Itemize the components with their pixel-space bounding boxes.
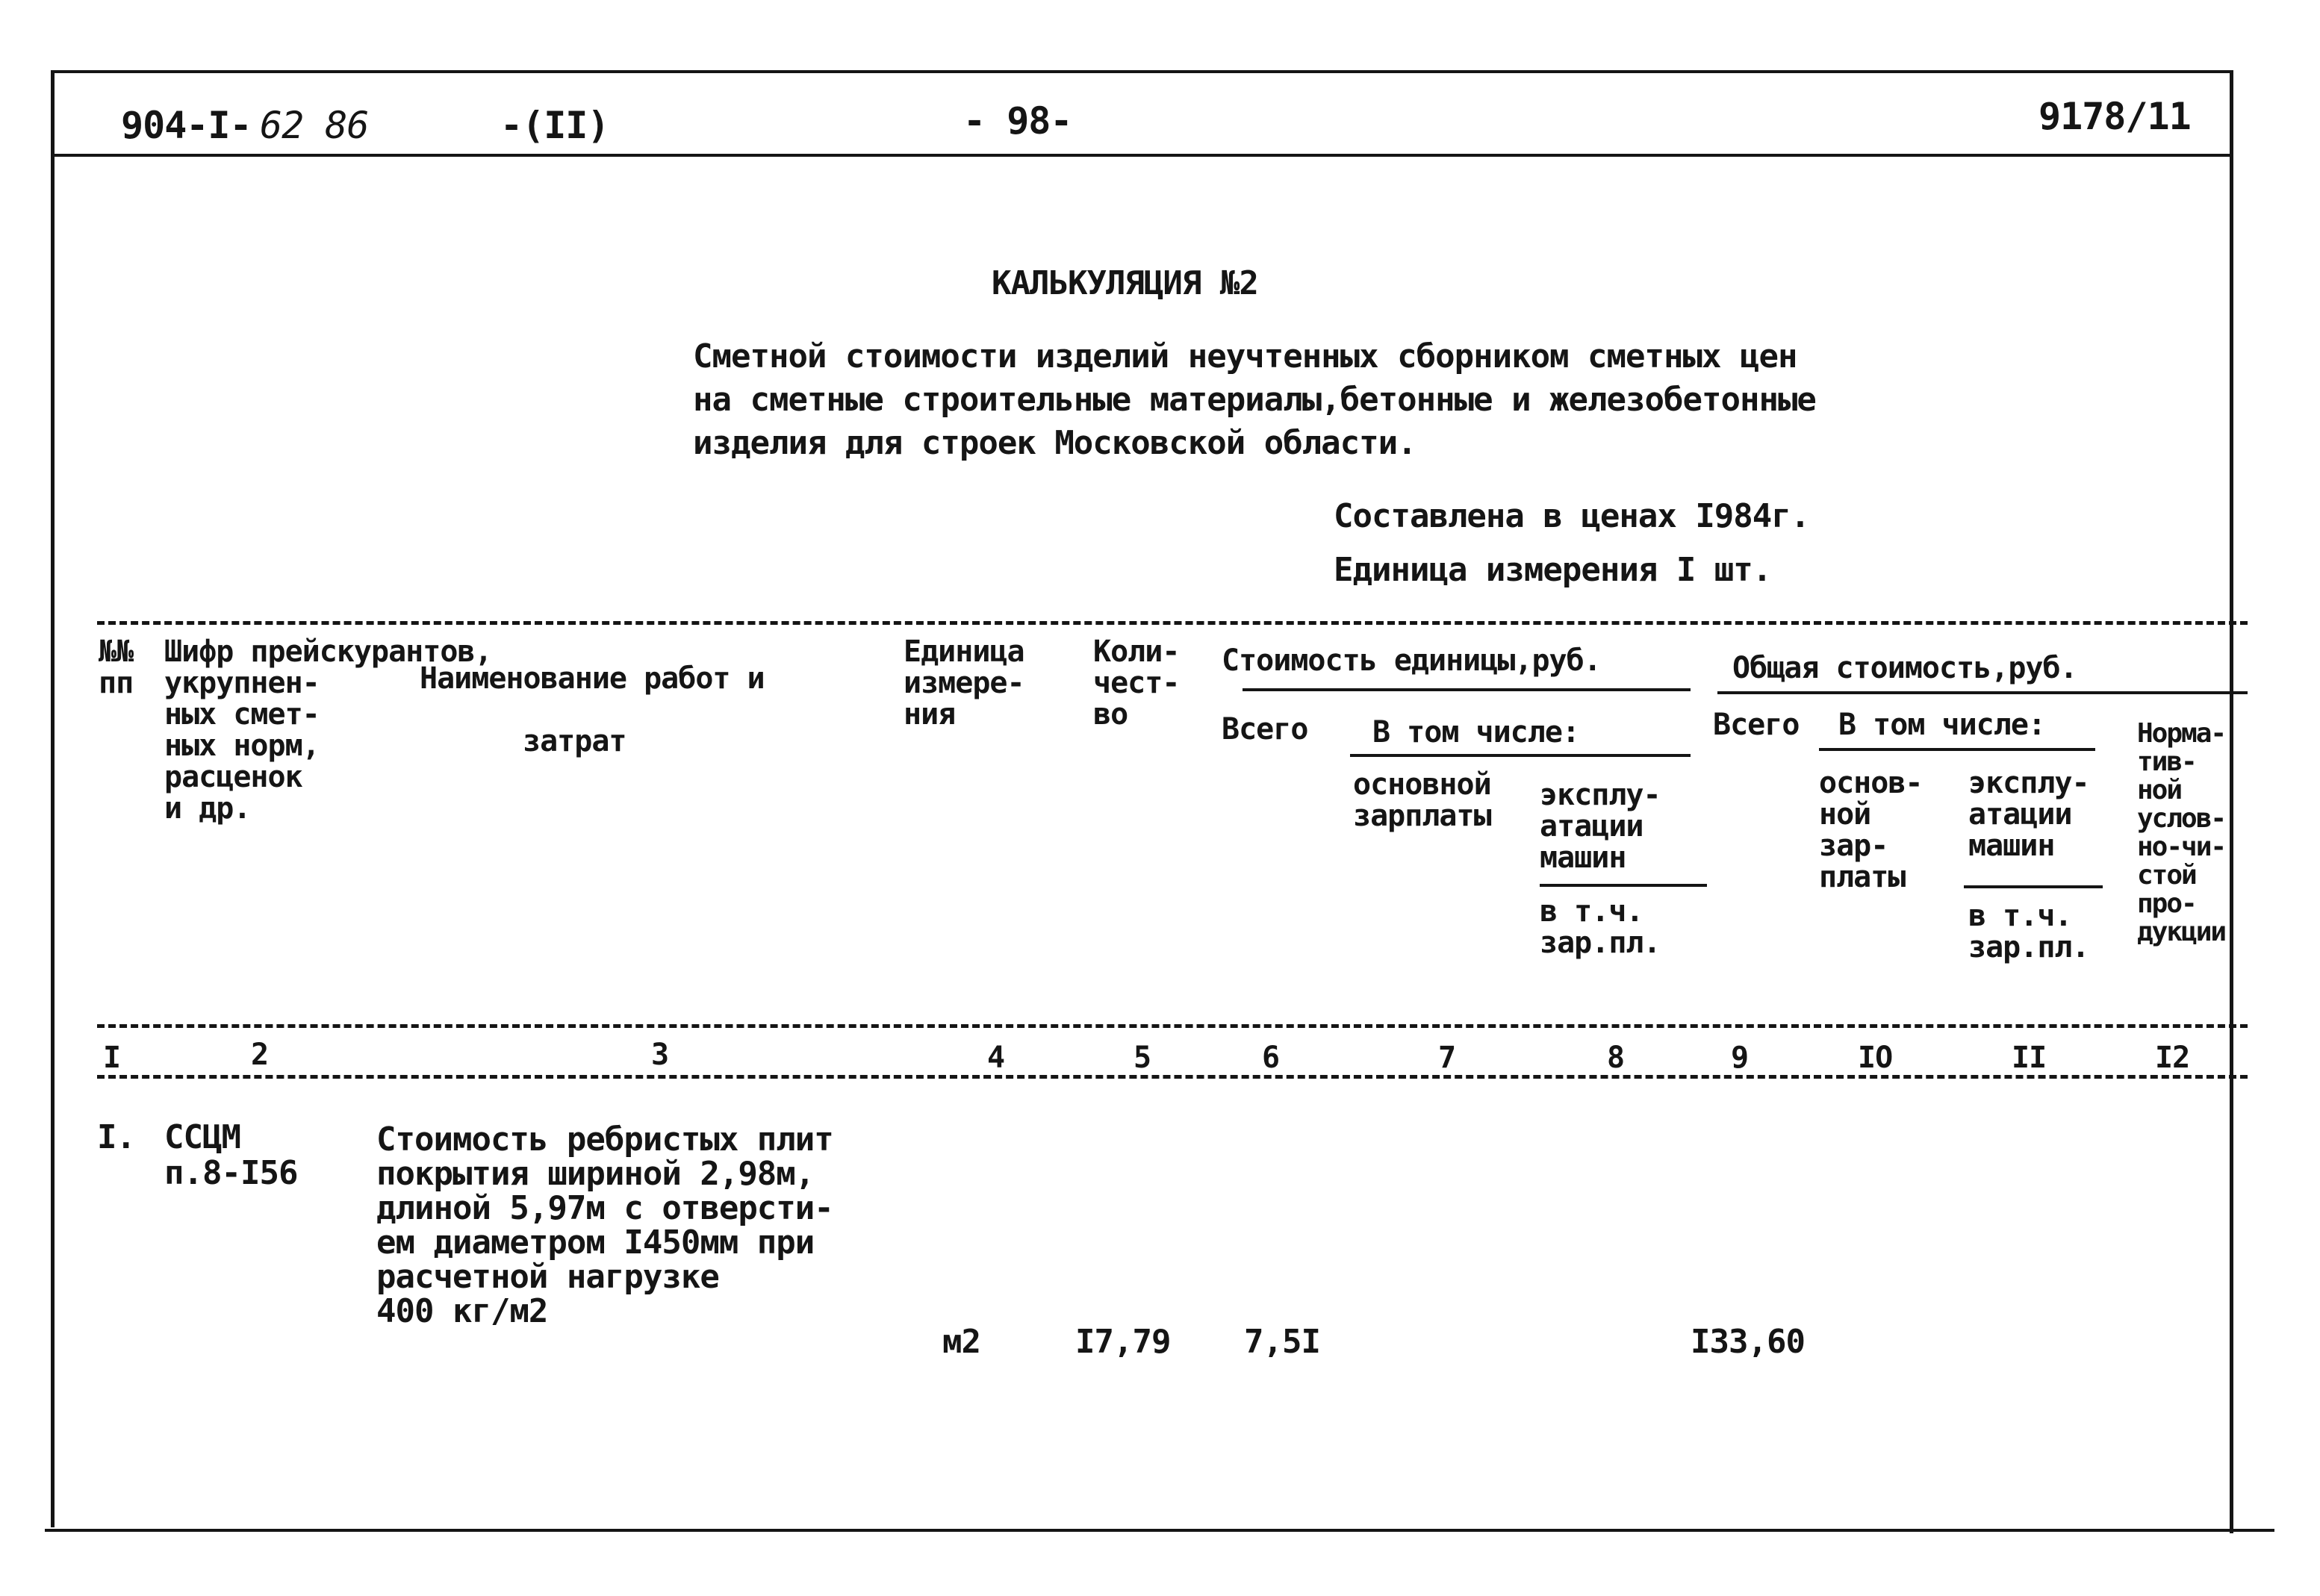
- header-col6-including: В том числе:: [1372, 715, 1579, 749]
- header-including-underline: [1350, 754, 1691, 757]
- header-col-code: Шифр прейскурантов, укрупнен- ных смет- ных норм, расценок и др.: [164, 635, 492, 826]
- row-1-total: I33,60: [1691, 1323, 1805, 1361]
- col-number-5: 5: [1133, 1041, 1151, 1075]
- header-col6-total: Всего: [1222, 712, 1308, 746]
- header-col-name-top: Наименование работ и: [420, 661, 765, 696]
- subtitle-line-3: изделия для строек Московской области.: [693, 424, 1416, 462]
- doc-part: -(II): [500, 104, 609, 147]
- bottom-border: [45, 1529, 2274, 1532]
- header-unit-cost-underline: [1243, 688, 1691, 691]
- price-basis: Составлена в ценах I984г.: [1334, 497, 1810, 535]
- col-number-4: 4: [987, 1041, 1005, 1075]
- header-col11-top: эксплу- атации машин: [1968, 766, 2089, 863]
- header-col9-including-underline: [1819, 748, 2095, 751]
- header-col10: основ- ной зар- платы: [1819, 766, 1923, 894]
- right-border: [2230, 70, 2233, 1533]
- unit-note: Единица измерения I шт.: [1334, 551, 1772, 589]
- row-1-name: Стоимость ребристых плит покрытия шириной 2,98м, длиной 5,97м с отверсти- ем диаметром I450мм при расчетной нагрузке 400 кг/м2: [376, 1120, 833, 1330]
- left-border: [51, 72, 55, 1527]
- col-number-8: 8: [1607, 1041, 1625, 1075]
- row-1-code: ССЦМ п.8-I56: [164, 1118, 298, 1192]
- col-number-2: 2: [251, 1038, 269, 1072]
- header-col-unit: Единица измере- ния: [904, 635, 1024, 732]
- header-col7: основной зарплаты: [1353, 767, 1491, 833]
- col-number-1: I: [103, 1041, 121, 1075]
- row-1-unit-total: 7,5I: [1244, 1323, 1320, 1361]
- header-col-name-bottom: затрат: [523, 724, 626, 758]
- col-number-10: IO: [1858, 1041, 1893, 1075]
- sheet-reference: 9178/11: [2038, 95, 2191, 138]
- row-1-unit: м2: [942, 1323, 980, 1361]
- header-unit-cost: Стоимость единицы,руб.: [1222, 643, 1601, 678]
- page-number: - 98-: [963, 99, 1072, 143]
- header-col12: Норма- тив- ной услов- но-чи- стой про- дукции: [2137, 718, 2226, 947]
- col-number-11: II: [2012, 1041, 2047, 1075]
- column-numbers-rule: [97, 1075, 2248, 1079]
- header-col8-bottom: в т.ч. зар.пл.: [1540, 894, 1661, 960]
- col-number-9: 9: [1731, 1041, 1749, 1075]
- subtitle-line-2: на сметные строительные материалы,бетонные и железобетонные: [693, 381, 1816, 419]
- document-title: КАЛЬКУЛЯЦИЯ №2: [992, 264, 1258, 302]
- header-col11-underline: [1964, 885, 2103, 888]
- header-bottom-rule: [97, 1024, 2248, 1028]
- header-col-qty: Коли- чест- во: [1093, 635, 1180, 732]
- doc-code: 904-I-: [121, 104, 252, 147]
- row-1-number: I.: [97, 1118, 135, 1156]
- col-number-12: I2: [2155, 1041, 2190, 1075]
- header-col-number: №№ пп: [99, 635, 134, 700]
- header-top-rule: [97, 621, 2248, 625]
- row-1-qty: I7,79: [1075, 1323, 1171, 1361]
- top-border: [51, 70, 2233, 73]
- col-number-6: 6: [1262, 1041, 1280, 1075]
- header-col11-bottom: в т.ч. зар.пл.: [1968, 899, 2089, 964]
- subtitle-line-1: Сметной стоимости изделий неучтенных сборником сметных цен: [693, 337, 1797, 375]
- col-number-3: 3: [651, 1038, 669, 1072]
- col-number-7: 7: [1438, 1041, 1456, 1075]
- header-total-cost: Общая стоимость,руб.: [1732, 651, 2077, 685]
- header-col9-total: Всего: [1713, 708, 1800, 742]
- header-col8-top: эксплу- атации машин: [1540, 778, 1661, 875]
- header-col8-underline: [1540, 884, 1707, 887]
- doc-code-handwritten: 62 86: [260, 104, 369, 147]
- stamp-divider: [51, 154, 2233, 157]
- header-col9-including: В том числе:: [1838, 708, 2045, 742]
- header-total-cost-underline: [1717, 691, 2248, 694]
